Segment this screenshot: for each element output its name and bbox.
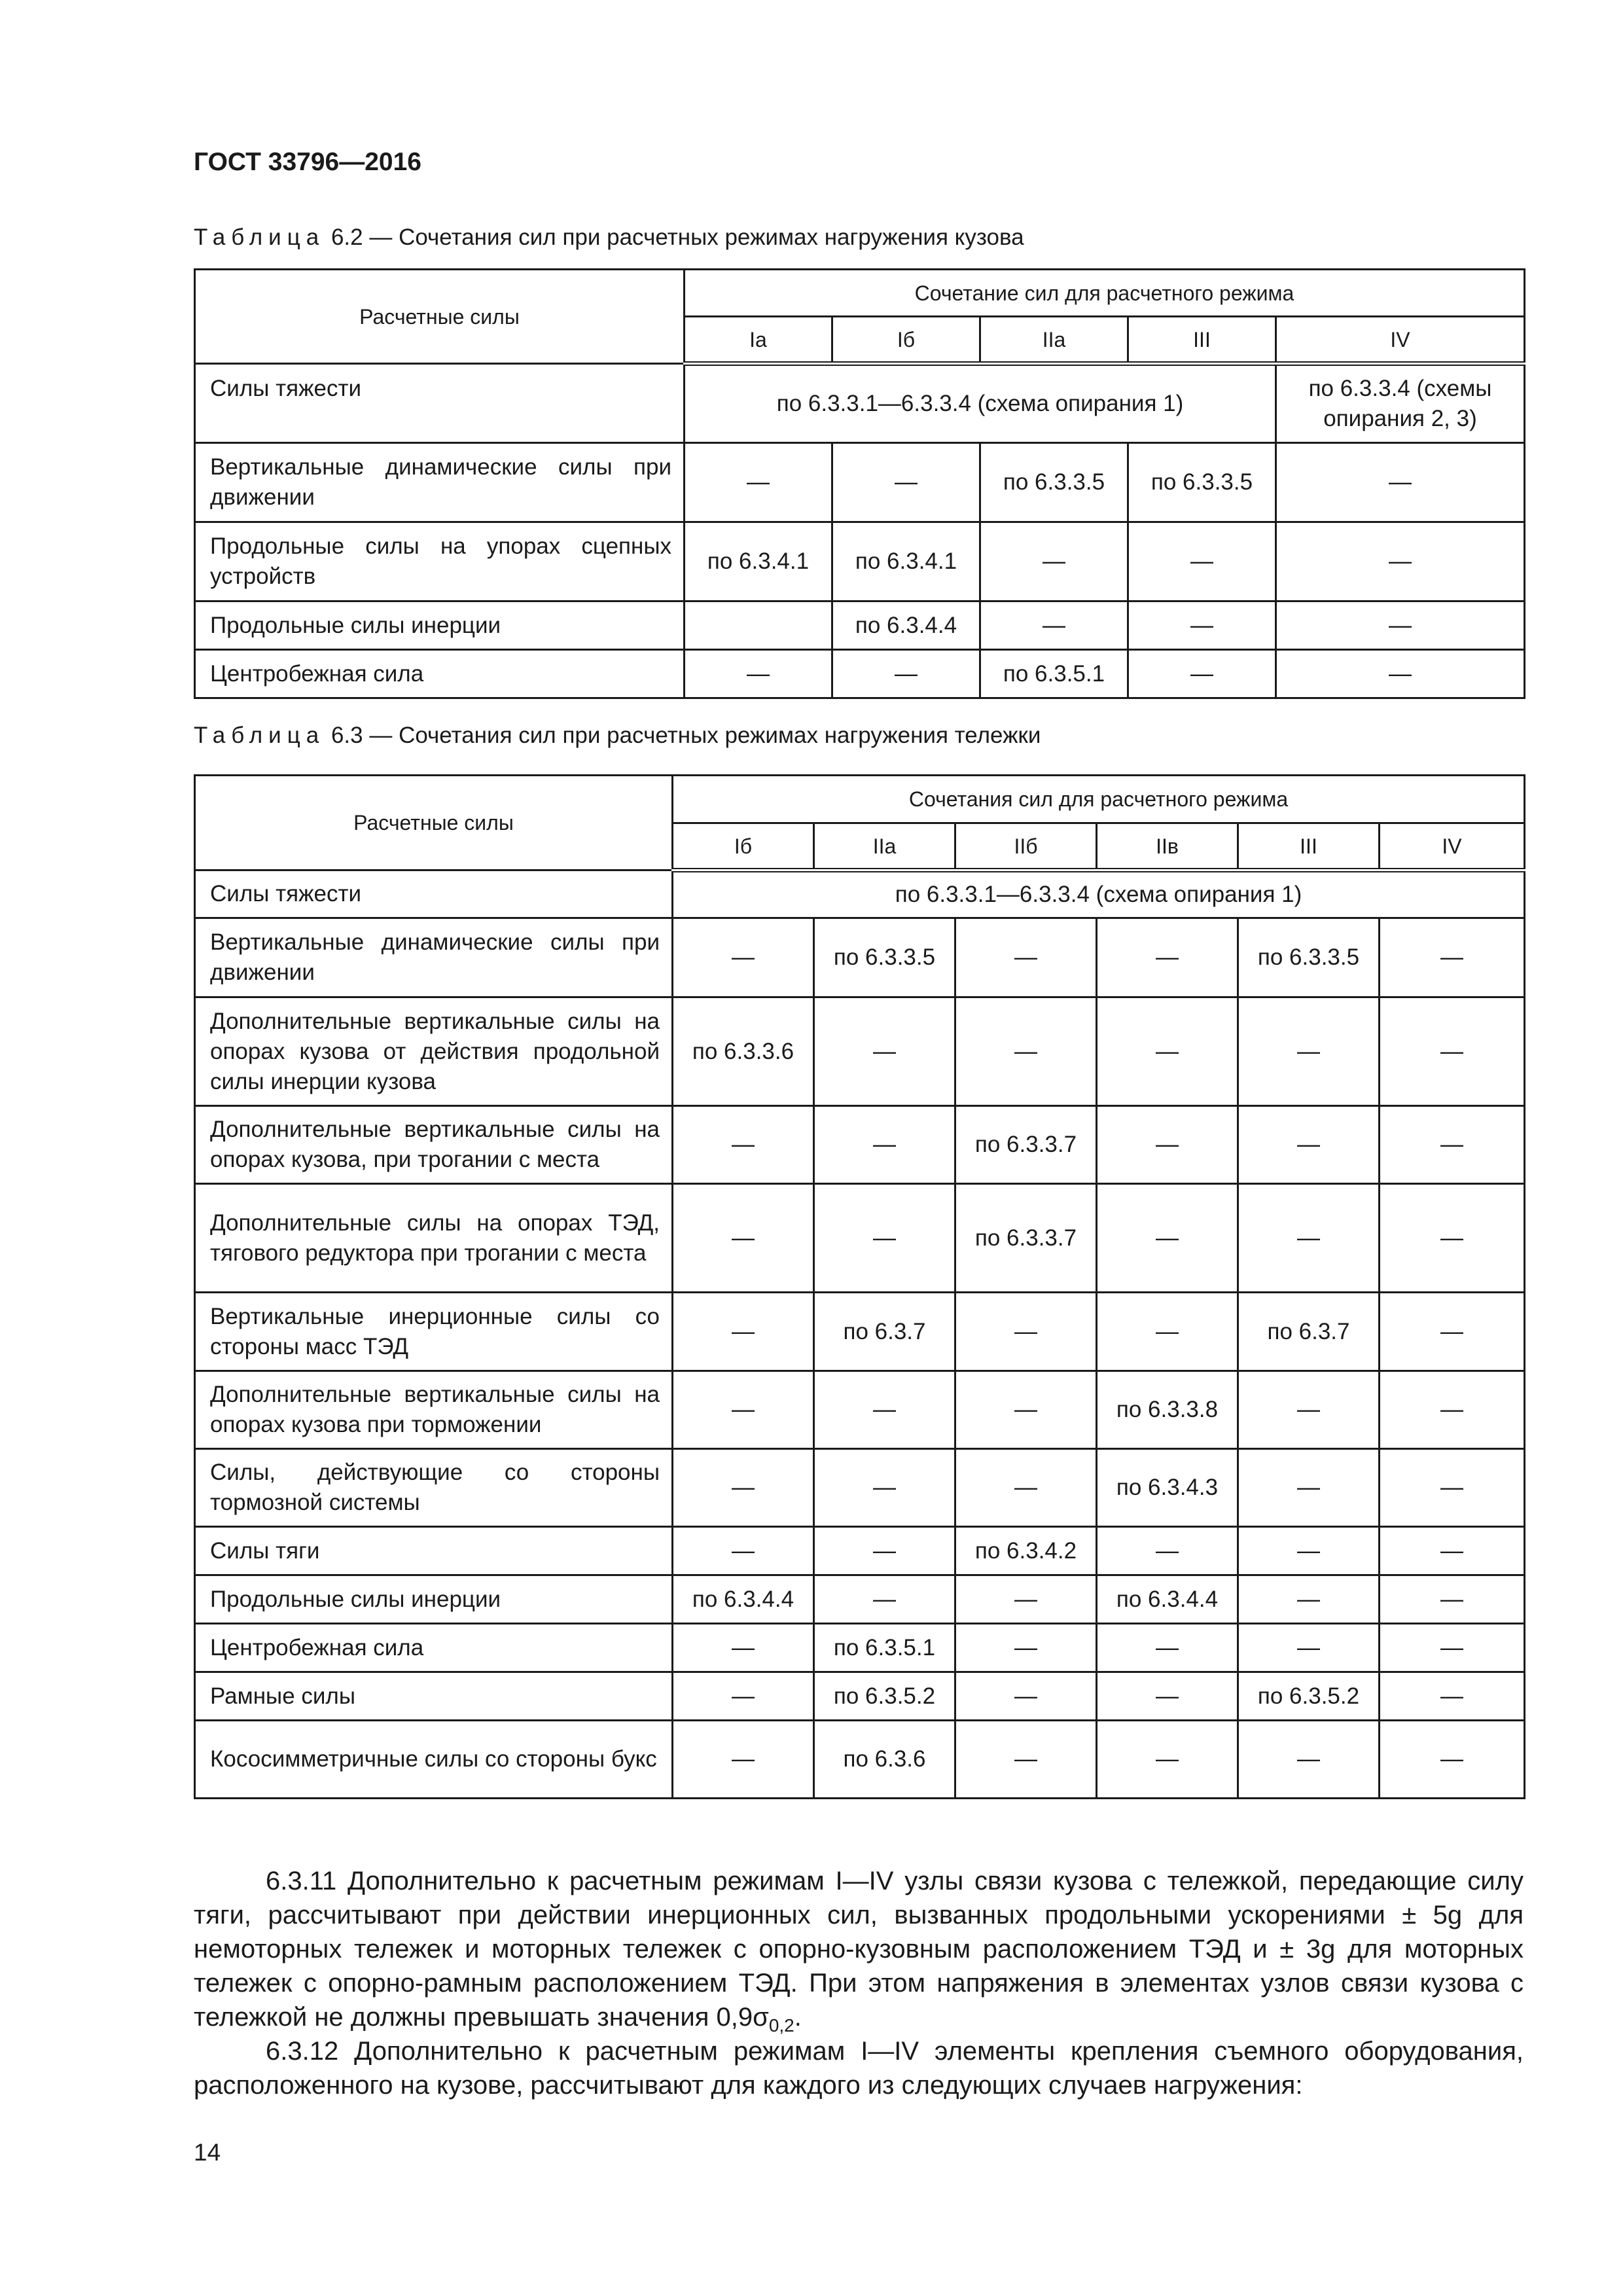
cell: по 6.3.3.5 bbox=[814, 918, 955, 997]
cell: — bbox=[1238, 1106, 1380, 1184]
mode-header: IIб bbox=[955, 823, 1097, 870]
mode-header: IIa bbox=[814, 823, 955, 870]
cell bbox=[685, 601, 832, 650]
col-header-forces: Расчетные силы bbox=[195, 270, 685, 364]
cell: — bbox=[1238, 1624, 1380, 1672]
table-row bbox=[195, 364, 1525, 443]
cell: — bbox=[814, 1371, 955, 1449]
cell: — bbox=[1238, 1184, 1380, 1293]
cell: по 6.3.5.1 bbox=[814, 1624, 955, 1672]
cell: — bbox=[955, 1721, 1097, 1799]
cell: по 6.3.3.4 (схемы опирания 2, 3) bbox=[1276, 364, 1525, 443]
table-row bbox=[195, 1184, 1525, 1293]
cell: — bbox=[832, 443, 980, 522]
cell: — bbox=[1380, 1575, 1525, 1624]
row-name: Силы тяжести bbox=[195, 364, 685, 443]
row-name: Вертикальные динамические силы при движении bbox=[195, 443, 685, 522]
cell: по 6.3.3.8 bbox=[1097, 1371, 1238, 1449]
mode-header: Iб bbox=[832, 317, 980, 364]
mode-header: III bbox=[1238, 823, 1380, 870]
table-row bbox=[195, 870, 1525, 918]
table-row bbox=[195, 918, 1525, 997]
row-name: Кососимметричные силы со стороны букс bbox=[195, 1721, 673, 1799]
cell: — bbox=[1128, 650, 1276, 698]
cell: — bbox=[1380, 997, 1525, 1106]
cell: — bbox=[955, 1449, 1097, 1527]
cell: — bbox=[955, 1371, 1097, 1449]
cell: по 6.3.4.2 bbox=[955, 1527, 1097, 1575]
cell: — bbox=[955, 1624, 1097, 1672]
document-header: ГОСТ 33796—2016 bbox=[194, 148, 421, 176]
cell-merged: по 6.3.3.1—6.3.3.4 (схема опирания 1) bbox=[673, 870, 1525, 918]
row-name: Центробежная сила bbox=[195, 650, 685, 698]
cell: — bbox=[955, 918, 1097, 997]
cell: — bbox=[673, 1672, 814, 1721]
mode-header: IIa bbox=[980, 317, 1128, 364]
cell: — bbox=[980, 522, 1128, 601]
cell: — bbox=[673, 1293, 814, 1371]
cell: — bbox=[1238, 1721, 1380, 1799]
cell: — bbox=[814, 1575, 955, 1624]
row-name: Продольные силы инерции bbox=[195, 601, 685, 650]
cell: — bbox=[1276, 522, 1525, 601]
mode-header: IIв bbox=[1097, 823, 1238, 870]
cell: — bbox=[673, 918, 814, 997]
table1-caption bbox=[194, 224, 1024, 251]
cell: — bbox=[1380, 918, 1525, 997]
table-row bbox=[195, 997, 1525, 1106]
cell: — bbox=[1380, 1624, 1525, 1672]
paragraph-end: . bbox=[794, 2003, 802, 2032]
cell: — bbox=[673, 1106, 814, 1184]
cell: — bbox=[673, 1721, 814, 1799]
cell: по 6.3.7 bbox=[814, 1293, 955, 1371]
cell: — bbox=[1238, 997, 1380, 1106]
cell: — bbox=[685, 650, 832, 698]
table-row bbox=[195, 1624, 1525, 1672]
cell: — bbox=[955, 1672, 1097, 1721]
cell: — bbox=[1380, 1721, 1525, 1799]
cell: — bbox=[1097, 1293, 1238, 1371]
row-name: Рамные силы bbox=[195, 1672, 673, 1721]
table-row bbox=[195, 1371, 1525, 1449]
cell: по 6.3.3.5 bbox=[1128, 443, 1276, 522]
mode-header: III bbox=[1128, 317, 1276, 364]
cell: — bbox=[1238, 1527, 1380, 1575]
table-row bbox=[195, 1575, 1525, 1624]
cell: по 6.3.3.7 bbox=[955, 1106, 1097, 1184]
cell: — bbox=[1097, 997, 1238, 1106]
cell: — bbox=[955, 1293, 1097, 1371]
cell: — bbox=[1380, 1106, 1525, 1184]
cell: — bbox=[814, 1106, 955, 1184]
page-number: 14 bbox=[194, 2139, 221, 2166]
mode-header: Iб bbox=[673, 823, 814, 870]
table-bogie-loads bbox=[194, 774, 1525, 1799]
cell: по 6.3.3.5 bbox=[980, 443, 1128, 522]
cell: — bbox=[673, 1449, 814, 1527]
cell: по 6.3.3.7 bbox=[955, 1184, 1097, 1293]
cell: — bbox=[1128, 522, 1276, 601]
table-row bbox=[195, 1293, 1525, 1371]
cell: по 6.3.4.3 bbox=[1097, 1449, 1238, 1527]
row-name: Продольные силы на упорах сцепных устройств bbox=[195, 522, 685, 601]
col-header-forces: Расчетные силы bbox=[195, 776, 673, 870]
cell: — bbox=[1097, 1106, 1238, 1184]
cell: по 6.3.5.1 bbox=[980, 650, 1128, 698]
row-name: Силы, действующие со стороны тормозной системы bbox=[195, 1449, 673, 1527]
cell: по 6.3.4.1 bbox=[832, 522, 980, 601]
paragraph-text: 6.3.11 Дополнительно к расчетным режимам I—IV узлы связи кузова с тележкой, передающие силу тяги, рассчитывают при действии инерционных сил, вызванных продольными ускорениями ± 5g для немоторных тележек и моторных тележек с опорно-кузовным расположением ТЭД и ± 3g для моторных тележек с опорно-рамным расположением ТЭД. При этом напряжения в элементах узлов связи кузова с тележкой не должны превышать значения 0,9σ bbox=[194, 1867, 1524, 2032]
cell: — bbox=[673, 1624, 814, 1672]
cell: — bbox=[1097, 1672, 1238, 1721]
caption-text: 6.2 — Сочетания сил при расчетных режимах нагружения кузова bbox=[330, 224, 1024, 250]
row-name: Силы тяжести bbox=[195, 870, 673, 918]
cell: — bbox=[1238, 1575, 1380, 1624]
cell: — bbox=[1097, 1721, 1238, 1799]
cell: — bbox=[673, 1184, 814, 1293]
cell: — bbox=[814, 997, 955, 1106]
cell: по 6.3.4.4 bbox=[673, 1575, 814, 1624]
table-row bbox=[195, 601, 1525, 650]
mode-header: IV bbox=[1276, 317, 1525, 364]
mode-header: Ia bbox=[685, 317, 832, 364]
cell: — bbox=[1128, 601, 1276, 650]
sigma-subscript: 0,2 bbox=[768, 2015, 794, 2036]
row-name: Центробежная сила bbox=[195, 1624, 673, 1672]
cell: по 6.3.4.4 bbox=[1097, 1575, 1238, 1624]
cell: — bbox=[1276, 650, 1525, 698]
row-name: Дополнительные вертикальные силы на опорах кузова, при трогании с места bbox=[195, 1106, 673, 1184]
cell: — bbox=[814, 1527, 955, 1575]
cell: по 6.3.5.2 bbox=[1238, 1672, 1380, 1721]
caption-prefix: Таблица bbox=[194, 723, 325, 748]
row-name: Дополнительные вертикальные силы на опорах кузова от действия продольной силы инерции кузова bbox=[195, 997, 673, 1106]
mode-header: IV bbox=[1380, 823, 1525, 870]
cell: — bbox=[1380, 1293, 1525, 1371]
row-name: Вертикальные инерционные силы со стороны масс ТЭД bbox=[195, 1293, 673, 1371]
cell: — bbox=[1238, 1449, 1380, 1527]
table-row bbox=[195, 1449, 1525, 1527]
cell: — bbox=[1380, 1371, 1525, 1449]
table-row bbox=[195, 1672, 1525, 1721]
cell: по 6.3.4.1 bbox=[685, 522, 832, 601]
cell: — bbox=[1380, 1449, 1525, 1527]
cell: — bbox=[1276, 601, 1525, 650]
row-name: Вертикальные динамические силы при движении bbox=[195, 918, 673, 997]
table-row bbox=[195, 443, 1525, 522]
group-header: Сочетание сил для расчетного режима bbox=[685, 270, 1525, 317]
cell: — bbox=[1238, 1371, 1380, 1449]
caption-prefix: Таблица bbox=[194, 224, 325, 250]
table-row bbox=[195, 1721, 1525, 1799]
cell: — bbox=[1380, 1184, 1525, 1293]
table-row bbox=[195, 1527, 1525, 1575]
cell: — bbox=[955, 997, 1097, 1106]
cell: по 6.3.7 bbox=[1238, 1293, 1380, 1371]
row-name: Дополнительные силы на опорах ТЭД, тягового редуктора при трогании с места bbox=[195, 1184, 673, 1293]
cell: по 6.3.5.2 bbox=[814, 1672, 955, 1721]
cell: — bbox=[832, 650, 980, 698]
cell: — bbox=[814, 1184, 955, 1293]
caption-text: 6.3 — Сочетания сил при расчетных режимах нагружения тележки bbox=[330, 723, 1041, 748]
table-row bbox=[195, 522, 1525, 601]
cell: — bbox=[673, 1527, 814, 1575]
cell: по 6.3.4.4 bbox=[832, 601, 980, 650]
table-body-loads bbox=[194, 268, 1525, 699]
row-name: Дополнительные вертикальные силы на опорах кузова при торможении bbox=[195, 1371, 673, 1449]
row-name: Продольные силы инерции bbox=[195, 1575, 673, 1624]
paragraph-6-3-12: 6.3.12 Дополнительно к расчетным режимам I—IV элементы крепления съемного оборудования, расположенного на кузове, рассчитывают для каждого из следующих случаев нагружения: bbox=[194, 2037, 1524, 2100]
cell: — bbox=[814, 1449, 955, 1527]
cell: по 6.3.6 bbox=[814, 1721, 955, 1799]
cell: — bbox=[980, 601, 1128, 650]
cell-merged: по 6.3.3.1—6.3.3.4 (схема опирания 1) bbox=[685, 364, 1276, 443]
cell: — bbox=[1097, 1624, 1238, 1672]
row-name: Силы тяги bbox=[195, 1527, 673, 1575]
table2-caption bbox=[194, 723, 1041, 749]
cell: — bbox=[955, 1575, 1097, 1624]
paragraph-6-3-11 bbox=[194, 1864, 1524, 2043]
cell: — bbox=[1380, 1672, 1525, 1721]
table-row bbox=[195, 650, 1525, 698]
cell: — bbox=[1097, 1184, 1238, 1293]
cell: — bbox=[1097, 918, 1238, 997]
cell: — bbox=[1380, 1527, 1525, 1575]
cell: — bbox=[1276, 443, 1525, 522]
cell: по 6.3.3.6 bbox=[673, 997, 814, 1106]
table-row bbox=[195, 1106, 1525, 1184]
cell: — bbox=[1097, 1527, 1238, 1575]
cell: — bbox=[673, 1371, 814, 1449]
cell: по 6.3.3.5 bbox=[1238, 918, 1380, 997]
group-header: Сочетания сил для расчетного режима bbox=[673, 776, 1525, 823]
cell: — bbox=[685, 443, 832, 522]
